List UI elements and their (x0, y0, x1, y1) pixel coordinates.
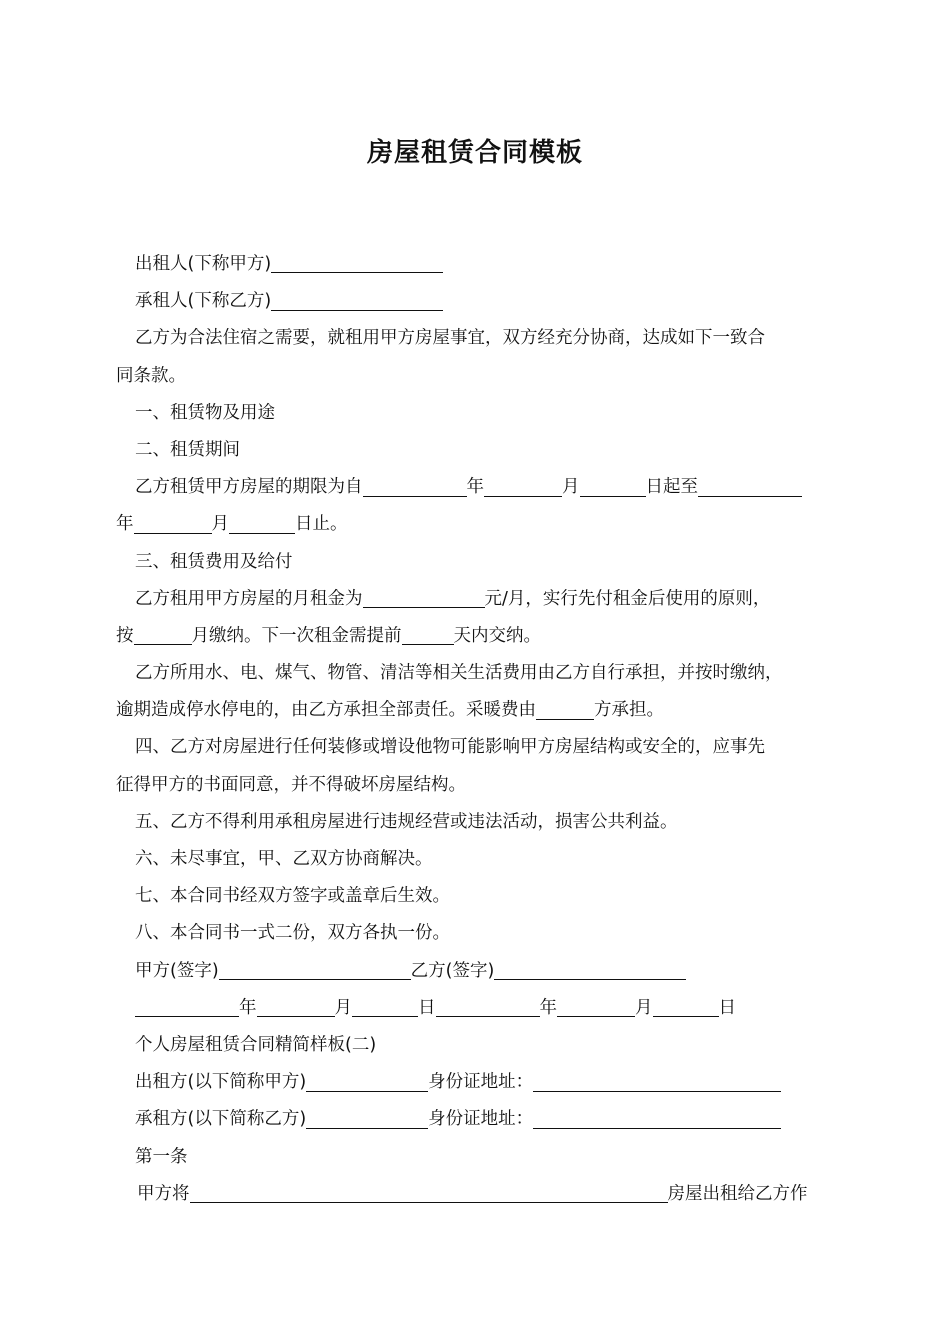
heating-line: 逾期造成停水停电的，由乙方承担全部责任。采暖费由 方承担。 (116, 700, 664, 721)
section-heading: 一、租赁物及用途 (135, 402, 275, 423)
party-a-month-blank[interactable] (257, 997, 335, 1017)
rent-line: 乙方租用甲方房屋的月租金为 元/月，实行先付租金后使用的原则， (135, 588, 771, 609)
end-year-blank-a[interactable] (698, 476, 802, 496)
section-heading: 个人房屋租赁合同精简样板(二) (135, 1034, 377, 1055)
section-heading: 三、租赁费用及给付 (135, 551, 293, 572)
section-heading: 二、租赁期间 (135, 439, 240, 460)
party-b-month-blank[interactable] (557, 997, 635, 1017)
lessor-name-blank[interactable] (306, 1071, 428, 1091)
lessee-id-address-blank[interactable] (533, 1108, 781, 1128)
signature-date-line: 年 月 日 年 月 日 (116, 990, 846, 1027)
lessor-id-line: 出租方(以下简称甲方) 身份证地址： (116, 1064, 846, 1101)
paragraph-line: 六、未尽事宜，甲、乙双方协商解决。 (135, 849, 433, 869)
start-day-blank[interactable] (580, 476, 646, 496)
property-address-blank[interactable] (190, 1183, 668, 1203)
end-month-blank[interactable] (134, 513, 212, 533)
lease-period-line-cont: 年 月 日止。 (116, 514, 348, 535)
party-a-signature-blank[interactable] (219, 960, 411, 980)
lessee-blank[interactable] (271, 290, 443, 310)
lessee-line: 承租人(下称乙方) (116, 283, 846, 320)
lessee-id-line: 承租方(以下简称乙方) 身份证地址： (116, 1101, 846, 1138)
lessee-name-blank[interactable] (306, 1108, 428, 1128)
lease-period-line: 乙方租赁甲方房屋的期限为自 年 月 日起至 (116, 469, 846, 506)
paragraph-line: 征得甲方的书面同意，并不得破坏房屋结构。 (116, 774, 466, 795)
party-a-year-blank[interactable] (135, 997, 239, 1017)
start-year-blank[interactable] (363, 476, 467, 496)
end-day-blank[interactable] (229, 513, 295, 533)
start-month-blank[interactable] (484, 476, 562, 496)
payment-line: 按 月缴纳。下一次租金需提前 天内交纳。 (116, 625, 541, 646)
monthly-rent-blank[interactable] (363, 588, 485, 608)
party-a-day-blank[interactable] (352, 997, 418, 1017)
paragraph-line: 五、乙方不得利用承租房屋进行违规经营或违法活动，损害公共利益。 (135, 811, 678, 832)
paragraph-line: 八、本合同书一式二份，双方各执一份。 (135, 923, 450, 944)
lessor-id-address-blank[interactable] (533, 1071, 781, 1091)
party-b-signature-blank[interactable] (494, 960, 686, 980)
lessor-line: 出租人(下称甲方) (116, 246, 846, 283)
article-heading: 第一条 (135, 1146, 188, 1167)
payment-months-blank[interactable] (134, 625, 192, 645)
heating-party-blank[interactable] (536, 699, 594, 719)
paragraph-line: 四、乙方对房屋进行任何装修或增设他物可能影响甲方房屋结构或安全的，应事先 (135, 737, 765, 758)
article-one-line: 甲方将 房屋出租给乙方作 (137, 1183, 808, 1204)
paragraph-line: 乙方所用水、电、煤气、物管、清洁等相关生活费用由乙方自行承担，并按时缴纳， (135, 663, 783, 684)
paragraph-line: 同条款。 (116, 365, 186, 386)
document-body (116, 246, 846, 1213)
paragraph-line: 乙方为合法住宿之需要，就租用甲方房屋事宜，双方经充分协商，达成如下一致合 (135, 328, 765, 349)
party-b-year-blank[interactable] (436, 997, 540, 1017)
signature-line: 甲方(签字) 乙方(签字) (116, 953, 846, 990)
document-title: 房屋租赁合同模板 (366, 138, 583, 168)
advance-days-blank[interactable] (402, 625, 454, 645)
lessor-blank[interactable] (271, 253, 443, 273)
party-b-day-blank[interactable] (653, 997, 719, 1017)
paragraph-line: 七、本合同书经双方签字或盖章后生效。 (135, 886, 450, 907)
